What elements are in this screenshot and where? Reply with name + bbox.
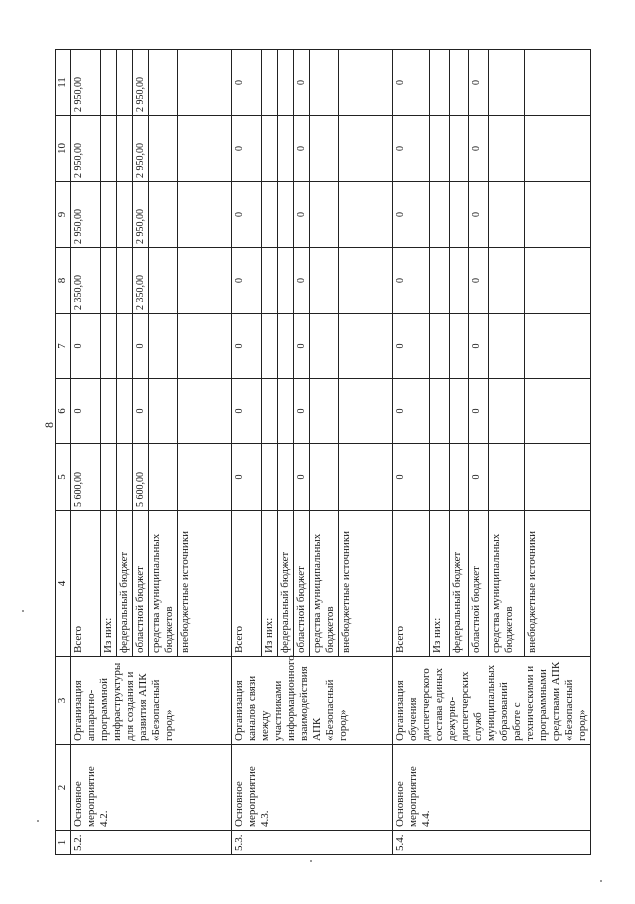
amount-cell bbox=[449, 182, 469, 248]
funding-source: Всего bbox=[393, 511, 430, 657]
amount-cell bbox=[101, 314, 117, 379]
amount-cell bbox=[178, 182, 232, 248]
amount-cell: 0 bbox=[469, 248, 489, 314]
amount-cell bbox=[178, 248, 232, 314]
amount-cell: 0 bbox=[469, 314, 489, 379]
amount-cell bbox=[310, 314, 339, 379]
amount-cell: 0 bbox=[393, 314, 430, 379]
amount-cell: 0 bbox=[469, 444, 489, 511]
amount-cell bbox=[149, 116, 178, 182]
amount-cell: 0 bbox=[294, 314, 310, 379]
header-row bbox=[56, 50, 71, 855]
amount-cell bbox=[178, 314, 232, 379]
amount-cell bbox=[449, 116, 469, 182]
col-header: 6 bbox=[56, 379, 71, 444]
funding-source: средства муниципальных бюджетов bbox=[310, 511, 339, 657]
amount-cell bbox=[449, 248, 469, 314]
measure-description: Организация каналов связи между участниками информационного взаимодействия АПК «Безопасный город» bbox=[232, 657, 393, 745]
amount-cell bbox=[310, 248, 339, 314]
amount-cell: 0 bbox=[294, 50, 310, 116]
amount-cell: 0 bbox=[469, 50, 489, 116]
amount-cell bbox=[117, 379, 133, 444]
funding-source: Из них: bbox=[101, 511, 117, 657]
amount-cell: 2 350,00 bbox=[133, 248, 149, 314]
amount-cell bbox=[117, 314, 133, 379]
amount-cell bbox=[429, 50, 449, 116]
col-header: 7 bbox=[56, 314, 71, 379]
funding-source: областной бюджет bbox=[133, 511, 149, 657]
funding-source: внебюджетные источники bbox=[178, 511, 232, 657]
amount-cell bbox=[117, 116, 133, 182]
amount-cell bbox=[524, 248, 590, 314]
amount-cell: 0 bbox=[393, 444, 430, 511]
amount-cell: 0 bbox=[232, 444, 262, 511]
amount-cell bbox=[339, 379, 393, 444]
funding-source: областной бюджет bbox=[294, 511, 310, 657]
amount-cell bbox=[149, 379, 178, 444]
funding-source: Из них: bbox=[262, 511, 278, 657]
amount-cell bbox=[310, 116, 339, 182]
amount-cell bbox=[339, 116, 393, 182]
measure-name: Основное мероприятие 4.3. bbox=[232, 745, 393, 831]
col-header: 1 bbox=[56, 831, 71, 855]
amount-cell: 0 bbox=[393, 379, 430, 444]
amount-cell bbox=[429, 314, 449, 379]
amount-cell bbox=[278, 116, 294, 182]
amount-cell: 2 950,00 bbox=[133, 50, 149, 116]
row-number: 5.4. bbox=[393, 831, 591, 855]
amount-cell bbox=[488, 248, 524, 314]
amount-cell: 0 bbox=[294, 116, 310, 182]
amount-cell: 2 350,00 bbox=[71, 248, 101, 314]
amount-cell bbox=[310, 379, 339, 444]
funding-source: Всего bbox=[232, 511, 262, 657]
amount-cell: 0 bbox=[294, 182, 310, 248]
table-body bbox=[71, 50, 591, 855]
amount-cell bbox=[262, 314, 278, 379]
amount-cell: 0 bbox=[469, 379, 489, 444]
amount-cell: 0 bbox=[469, 182, 489, 248]
funding-source: средства муниципальных бюджетов bbox=[149, 511, 178, 657]
amount-cell: 0 bbox=[393, 116, 430, 182]
amount-cell: 0 bbox=[294, 379, 310, 444]
amount-cell: 0 bbox=[232, 116, 262, 182]
amount-cell bbox=[178, 116, 232, 182]
amount-cell bbox=[310, 182, 339, 248]
col-header: 5 bbox=[56, 444, 71, 511]
amount-cell bbox=[262, 182, 278, 248]
amount-cell: 0 bbox=[71, 379, 101, 444]
budget-table bbox=[55, 49, 591, 855]
amount-cell bbox=[117, 182, 133, 248]
amount-cell: 0 bbox=[232, 314, 262, 379]
amount-cell bbox=[488, 116, 524, 182]
amount-cell bbox=[488, 50, 524, 116]
amount-cell bbox=[339, 50, 393, 116]
col-header: 4 bbox=[56, 511, 71, 657]
amount-cell bbox=[101, 379, 117, 444]
amount-cell bbox=[449, 379, 469, 444]
amount-cell bbox=[101, 50, 117, 116]
amount-cell bbox=[262, 116, 278, 182]
measure-name: Основное мероприятие 4.2. bbox=[71, 745, 232, 831]
amount-cell bbox=[262, 248, 278, 314]
amount-cell bbox=[524, 314, 590, 379]
amount-cell bbox=[278, 444, 294, 511]
amount-cell bbox=[488, 444, 524, 511]
funding-source: федеральный бюджет bbox=[117, 511, 133, 657]
funding-source: федеральный бюджет bbox=[449, 511, 469, 657]
amount-cell bbox=[310, 444, 339, 511]
amount-cell: 0 bbox=[232, 379, 262, 444]
amount-cell bbox=[178, 444, 232, 511]
amount-cell: 0 bbox=[294, 444, 310, 511]
budget-table-frame bbox=[55, 50, 590, 855]
amount-cell: 2 950,00 bbox=[133, 182, 149, 248]
amount-cell bbox=[149, 182, 178, 248]
amount-cell: 2 950,00 bbox=[71, 182, 101, 248]
amount-cell bbox=[488, 379, 524, 444]
amount-cell bbox=[449, 444, 469, 511]
amount-cell: 0 bbox=[393, 248, 430, 314]
amount-cell bbox=[278, 314, 294, 379]
amount-cell: 2 950,00 bbox=[71, 50, 101, 116]
amount-cell bbox=[149, 50, 178, 116]
funding-source: средства муниципальных бюджетов bbox=[488, 511, 524, 657]
amount-cell bbox=[178, 50, 232, 116]
amount-cell: 0 bbox=[71, 314, 101, 379]
funding-source: внебюджетные источники bbox=[524, 511, 590, 657]
col-header: 11 bbox=[56, 50, 71, 116]
amount-cell bbox=[339, 314, 393, 379]
amount-cell bbox=[488, 314, 524, 379]
page-number: 8 bbox=[42, 422, 56, 428]
table-row bbox=[71, 50, 101, 855]
amount-cell bbox=[149, 314, 178, 379]
row-number: 5.2. bbox=[71, 831, 232, 855]
col-header: 2 bbox=[56, 745, 71, 831]
measure-name: Основное мероприятие 4.4. bbox=[393, 745, 591, 831]
amount-cell: 0 bbox=[294, 248, 310, 314]
amount-cell bbox=[429, 182, 449, 248]
amount-cell bbox=[117, 50, 133, 116]
amount-cell bbox=[278, 50, 294, 116]
scan-speck bbox=[310, 860, 312, 862]
amount-cell bbox=[101, 444, 117, 511]
amount-cell bbox=[262, 379, 278, 444]
amount-cell bbox=[101, 116, 117, 182]
amount-cell: 2 950,00 bbox=[133, 116, 149, 182]
funding-source: внебюджетные источники bbox=[339, 511, 393, 657]
scan-speck bbox=[22, 610, 24, 612]
amount-cell bbox=[178, 379, 232, 444]
funding-source: Всего bbox=[71, 511, 101, 657]
amount-cell bbox=[310, 50, 339, 116]
col-header: 8 bbox=[56, 248, 71, 314]
amount-cell: 5 600,00 bbox=[133, 444, 149, 511]
amount-cell bbox=[278, 379, 294, 444]
amount-cell bbox=[429, 379, 449, 444]
table-row bbox=[393, 50, 430, 855]
measure-description: Организация обучения диспетчерского состава единых дежурно-диспетчерских служб муниципальных образований работе с техническими и программными средствами АПК «Безопасный город» bbox=[393, 657, 591, 745]
col-header: 3 bbox=[56, 657, 71, 745]
amount-cell bbox=[278, 248, 294, 314]
col-header: 9 bbox=[56, 182, 71, 248]
amount-cell bbox=[524, 116, 590, 182]
amount-cell: 0 bbox=[133, 379, 149, 444]
amount-cell bbox=[429, 248, 449, 314]
amount-cell: 5 600,00 bbox=[71, 444, 101, 511]
funding-source: федеральный бюджет bbox=[278, 511, 294, 657]
table-row bbox=[232, 50, 262, 855]
amount-cell bbox=[429, 444, 449, 511]
scan-speck bbox=[37, 820, 39, 822]
amount-cell bbox=[262, 444, 278, 511]
amount-cell bbox=[149, 444, 178, 511]
amount-cell bbox=[524, 50, 590, 116]
amount-cell bbox=[149, 248, 178, 314]
row-number: 5.3. bbox=[232, 831, 393, 855]
amount-cell bbox=[339, 182, 393, 248]
amount-cell bbox=[449, 50, 469, 116]
amount-cell bbox=[524, 379, 590, 444]
funding-source: областной бюджет bbox=[469, 511, 489, 657]
amount-cell bbox=[101, 248, 117, 314]
amount-cell bbox=[101, 182, 117, 248]
amount-cell bbox=[429, 116, 449, 182]
amount-cell: 0 bbox=[232, 50, 262, 116]
amount-cell bbox=[449, 314, 469, 379]
amount-cell: 0 bbox=[133, 314, 149, 379]
measure-description: Организация аппаратно-программной инфраструктуры для создания и развития АПК «Безопасный город» bbox=[71, 657, 232, 745]
amount-cell: 0 bbox=[232, 248, 262, 314]
amount-cell bbox=[117, 444, 133, 511]
amount-cell bbox=[278, 182, 294, 248]
amount-cell: 0 bbox=[469, 116, 489, 182]
amount-cell bbox=[524, 182, 590, 248]
amount-cell: 0 bbox=[232, 182, 262, 248]
amount-cell bbox=[488, 182, 524, 248]
scan-speck bbox=[600, 880, 602, 882]
amount-cell bbox=[339, 444, 393, 511]
col-header: 10 bbox=[56, 116, 71, 182]
amount-cell bbox=[339, 248, 393, 314]
amount-cell: 0 bbox=[393, 50, 430, 116]
amount-cell bbox=[117, 248, 133, 314]
amount-cell: 0 bbox=[393, 182, 430, 248]
funding-source: Из них: bbox=[429, 511, 449, 657]
amount-cell bbox=[524, 444, 590, 511]
amount-cell: 2 950,00 bbox=[71, 116, 101, 182]
amount-cell bbox=[262, 50, 278, 116]
